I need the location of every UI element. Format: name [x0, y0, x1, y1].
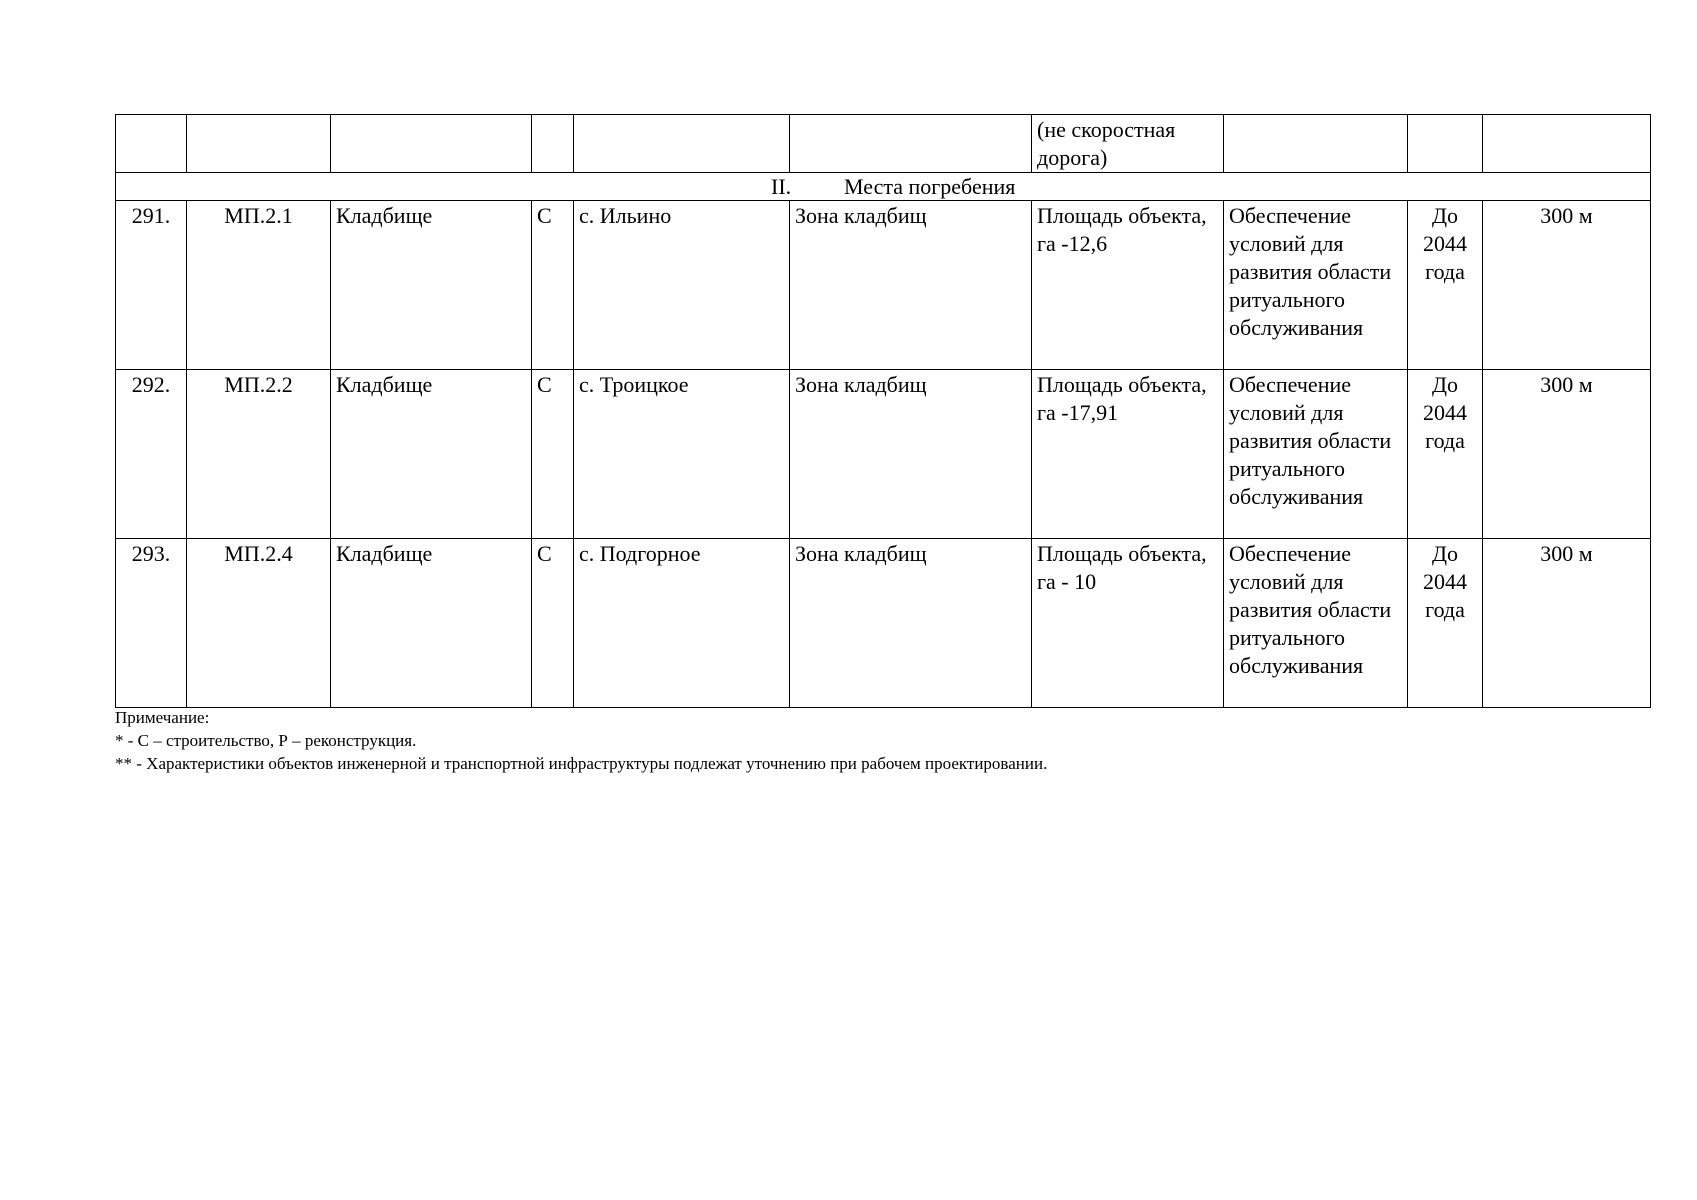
notes-heading: Примечание: [115, 708, 210, 727]
section-title: Места погребения [844, 174, 1016, 199]
implementation-term: До 2044 года [1408, 201, 1483, 370]
functional-zone: Зона кладбищ [790, 370, 1032, 539]
work-type: С [532, 539, 574, 708]
object-code: МП.2.4 [187, 539, 331, 708]
row-number: 293. [116, 539, 187, 708]
table-row [116, 201, 1651, 370]
table-cell [574, 115, 790, 173]
object-location: с. Троицкое [574, 370, 790, 539]
work-type: С [532, 370, 574, 539]
continuation-row [116, 115, 1651, 173]
object-purpose: Обеспечение условий для развития области ритуального обслуживания [1224, 201, 1408, 370]
table-cell [187, 115, 331, 173]
work-type: С [532, 201, 574, 370]
table-cell [790, 115, 1032, 173]
restriction-zone: 300 м [1483, 539, 1651, 708]
implementation-term: До 2044 года [1408, 370, 1483, 539]
infrastructure-table [115, 114, 1651, 708]
object-characteristics: Площадь объекта, га - 10 [1032, 539, 1224, 708]
object-location: с. Подгорное [574, 539, 790, 708]
object-name: Кладбище [331, 539, 532, 708]
object-location: с. Ильино [574, 201, 790, 370]
object-name: Кладбище [331, 201, 532, 370]
row-number: 292. [116, 370, 187, 539]
table-cell [116, 115, 187, 173]
table-cell [1408, 115, 1483, 173]
footnote: ** - Характеристики объектов инженерной и транспортной инфраструктуры подлежат уточнению при рабочем проектировании. [115, 754, 1048, 773]
row-number: 291. [116, 201, 187, 370]
table-cell [1224, 115, 1408, 173]
restriction-zone: 300 м [1483, 201, 1651, 370]
object-purpose: Обеспечение условий для развития области ритуального обслуживания [1224, 370, 1408, 539]
object-purpose: Обеспечение условий для развития области ритуального обслуживания [1224, 539, 1408, 708]
section-number: II. [771, 174, 792, 199]
functional-zone: Зона кладбищ [790, 539, 1032, 708]
object-characteristics: Площадь объекта, га -12,6 [1032, 201, 1224, 370]
characteristics-cell [1032, 115, 1224, 173]
footnotes [115, 706, 1047, 775]
table-row [116, 370, 1651, 539]
table-row [116, 539, 1651, 708]
implementation-term: До 2044 года [1408, 539, 1483, 708]
table-cell [331, 115, 532, 173]
section-header-row [116, 173, 1651, 201]
table-cell [532, 115, 574, 173]
functional-zone: Зона кладбищ [790, 201, 1032, 370]
table-cell [1483, 115, 1651, 173]
object-characteristics: Площадь объекта, га -17,91 [1032, 370, 1224, 539]
object-code: МП.2.2 [187, 370, 331, 539]
object-name: Кладбище [331, 370, 532, 539]
footnote: * - С – строительство, Р – реконструкция. [115, 731, 417, 750]
characteristics-line: дорога) [1037, 145, 1108, 170]
characteristics-line: (не скоростная [1037, 117, 1176, 142]
section-header [116, 173, 1651, 201]
object-code: МП.2.1 [187, 201, 331, 370]
restriction-zone: 300 м [1483, 370, 1651, 539]
